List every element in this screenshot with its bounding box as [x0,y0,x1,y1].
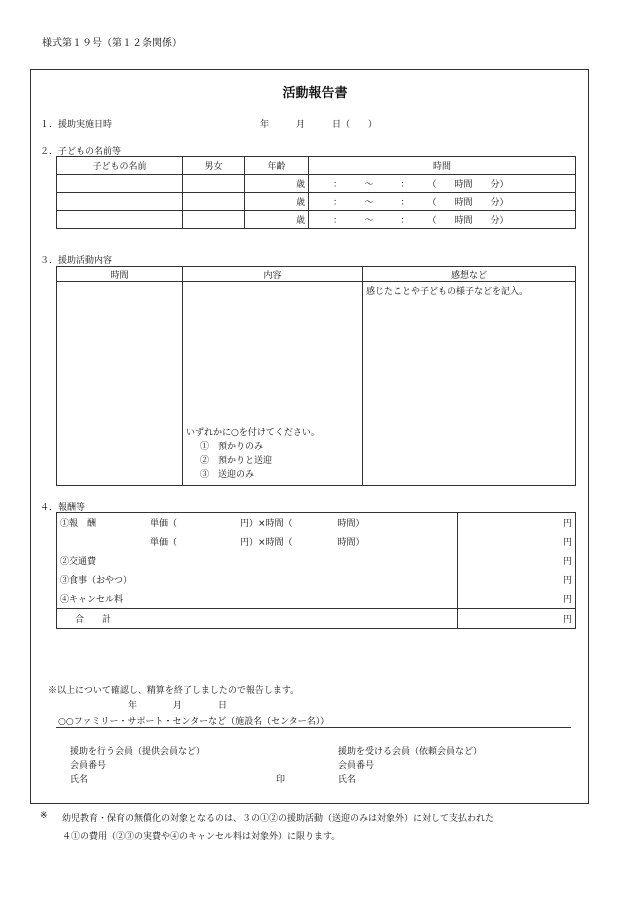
option-transport-only[interactable]: ③ 送迎のみ [200,470,255,480]
option-care-only[interactable]: ① 預かりのみ [200,442,264,452]
header-impressions: 感想など [363,267,576,282]
header-activity-time: 時間 [57,267,183,282]
time-cell[interactable]: ： 〜 ： （ 時間 分） [309,175,576,193]
gender-cell[interactable] [183,211,245,229]
fee-label-cell: ③食事（おやつ） [57,570,458,589]
provider-title: 援助を行う会員（提供会員など） [70,747,206,757]
section3-label: ３．援助活動内容 [40,256,113,266]
section4-label: ４．報酬等 [40,503,86,513]
center-underline [56,727,571,728]
table-row [57,282,576,486]
footnote-line1: 幼児教育・保育の無償化の対象となるのは、３の①②の援助活動（送迎のみは対象外）に対して支払われた [62,814,495,824]
time-cell[interactable]: ： 〜 ： （ 時間 分） [309,211,576,229]
table-row [57,570,576,589]
header-child-name: 子どもの名前 [57,157,183,175]
amount-cell[interactable]: 円 [458,589,576,609]
child-name-cell[interactable] [57,193,183,211]
gender-cell[interactable] [183,175,245,193]
table-row [57,211,576,229]
table-header-row [57,267,576,282]
age-cell[interactable]: 歳 [245,175,309,193]
activity-time-cell[interactable] [57,282,183,486]
total-amount-cell[interactable]: 円 [458,609,576,629]
section1-label: １．援助実施日時 [40,120,113,130]
fee-label-cell: ④キャンセル料 [57,589,458,609]
total-label-cell: 合 計 [57,609,458,629]
seal-mark: 印 [276,775,286,785]
child-name-cell[interactable] [57,211,183,229]
page-title: 活動報告書 [282,86,348,101]
amount-cell[interactable]: 円 [458,532,576,551]
header-gender: 男女 [183,157,245,175]
activity-table [56,266,576,486]
fee-label-cell [57,513,458,533]
choose-prompt: いずれかに○を付けてください。 [186,428,320,438]
table-row [57,609,576,629]
header-time: 時間 [309,157,576,175]
fee-detail[interactable]: 単価（ 円）×時間（ 時間） [150,519,365,529]
children-table [56,156,576,229]
provider-number-field[interactable]: 会員番号 [70,761,107,771]
table-row [57,551,576,570]
gender-cell[interactable] [183,193,245,211]
confirm-text: ※以上について確認し、精算を終了しましたので報告します。 [48,686,300,696]
center-name-field[interactable]: ○○ファミリー・サポート・センターなど（施設名（センター名）） [58,717,330,727]
footnote-mark: ※ [40,811,48,821]
confirm-date-field[interactable]: 年 月 日 [128,701,228,711]
impressions-cell[interactable] [363,282,576,486]
child-name-cell[interactable] [57,175,183,193]
fee-table [56,512,576,629]
fee-label-cell: ②交通費 [57,551,458,570]
table-row [57,532,576,551]
amount-cell[interactable]: 円 [458,570,576,589]
age-cell[interactable]: 歳 [245,211,309,229]
form-reference: 様式第１９号（第１２条関係） [42,38,182,49]
requester-number-field[interactable]: 会員番号 [338,761,375,771]
table-row [57,193,576,211]
fee-detail[interactable]: 単価（ 円）×時間（ 時間） [150,538,365,548]
header-activity-content: 内容 [183,267,363,282]
activity-date-field[interactable]: 年 月 日（ ） [260,120,378,130]
section2-label: ２．子どもの名前等 [40,147,122,157]
table-row [57,589,576,609]
option-care-and-transport[interactable]: ② 預かりと送迎 [200,456,273,466]
impressions-hint: 感じたことや子どもの様子などを記入。 [366,287,529,297]
fee-label: ①報 酬 [60,519,97,529]
header-age: 年齢 [245,157,309,175]
table-row [57,513,576,533]
footnote-line2: ４①の費用（②③の実費や④のキャンセル料は対象外）に限ります。 [62,832,341,842]
requester-title: 援助を受ける会員（依頼会員など） [338,747,483,757]
table-row [57,175,576,193]
provider-name-field[interactable]: 氏名 [70,775,89,785]
amount-cell[interactable]: 円 [458,513,576,533]
age-cell[interactable]: 歳 [245,193,309,211]
time-cell[interactable]: ： 〜 ： （ 時間 分） [309,193,576,211]
requester-name-field[interactable]: 氏名 [338,775,357,785]
activity-content-cell[interactable] [183,282,363,486]
fee-label-cell [57,532,458,551]
amount-cell[interactable]: 円 [458,551,576,570]
table-header-row [57,157,576,175]
